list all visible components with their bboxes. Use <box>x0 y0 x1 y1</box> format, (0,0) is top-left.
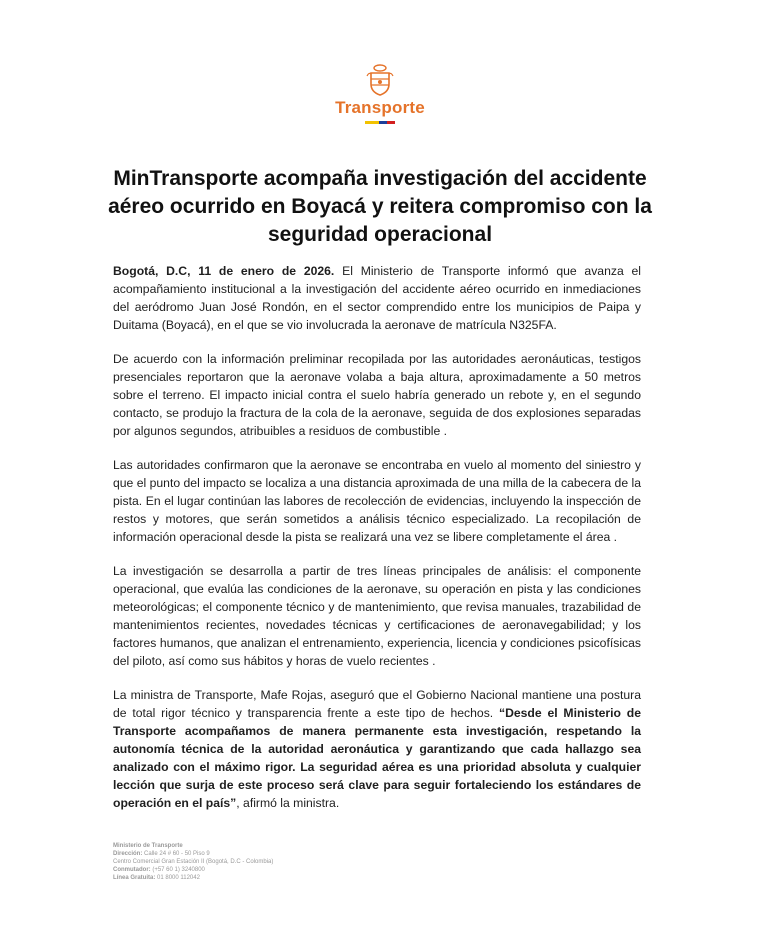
footer-mall: Centro Comercial Gran Estación II (Bogotá, D.C - Colombia) <box>113 859 274 865</box>
paragraph-5: La ministra de Transporte, Mafe Rojas, aseguró que el Gobierno Nacional mantiene una postura de total rigor técnico y transparencia frente a este tipo de hechos. “Desde el Ministerio de Transporte acompañamos de manera permanente esta investigación, respetando la autonomía técnica de la autoridad aeronáutica y garantizando que cada hallazgo sea analizado con el máximo rigor. La seguridad aérea es una prioridad absoluta y cualquier lección que surja de este proceso será clave para seguir fortaleciendo los estándares de operación en el país”, afirmó la ministra. <box>113 688 641 810</box>
contact-footer <box>113 842 273 882</box>
footer-free-line: Línea Gratuita: 01 8000 112042 <box>113 875 200 881</box>
footer-phone: Conmutador: (+57 60 1) 3240800 <box>113 867 205 873</box>
coat-of-arms-icon <box>366 62 394 96</box>
ministry-logo <box>0 62 760 124</box>
paragraph-1: Bogotá, D.C, 11 de enero de 2026. El Ministerio de Transporte informó que avanza el acompañamiento institucional a la investigación del accidente aéreo ocurrido en inmediaciones del aeródromo Juan José Rondón, en el sector comprendido entre los municipios de Paipa y Duitama (Boyacá), en el que se vio involucrada la aeronave de matrícula N325FA. <box>113 264 641 332</box>
press-release-body <box>113 262 641 828</box>
minister-quote: “Desde el Ministerio de Transporte acompañamos de manera permanente esta investigación, respetando la autonomía técnica de la autoridad aeronáutica y garantizando que cada hallazgo sea analizado con el máximo rigor. La seguridad aérea es una prioridad absoluta y cualquier lección que surja de este proceso será clave para seguir fortaleciendo los estándares de operación en el país” <box>113 706 641 810</box>
footer-org: Ministerio de Transporte <box>113 843 183 849</box>
paragraph-2: De acuerdo con la información preliminar recopilada por las autoridades aeronáuticas, testigos presenciales reportaron que la aeronave volaba a baja altura, aproximadamente a 50 metros sobre el terreno. El impacto inicial contra el suelo habría generado un rebote y, en el segundo contacto, se produjo la fractura de la cola de la aeronave, seguida de dos explosiones separadas por algunos segundos, atribuibles a residuos de combustible . <box>113 352 641 438</box>
paragraph-3: Las autoridades confirmaron que la aeronave se encontraba en vuelo al momento del siniestro y que el punto del impacto se localiza a una distancia aproximada de una milla de la cabecera de la pista. En el lugar continúan las labores de recolección de evidencias, incluyendo la inspección de restos y motores, que serán sometidos a análisis técnico especializado. La recopilación de información operacional desde la pista se realizará una vez se libere completamente el área . <box>113 458 641 544</box>
press-release-title: MinTransporte acompaña investigación del accidente aéreo ocurrido en Boyacá y reitera compromiso con la seguridad operacional <box>108 167 652 246</box>
footer-address: Dirección: Calle 24 # 60 - 50 Piso 9 <box>113 851 210 857</box>
brand-name: Transporte <box>335 98 425 117</box>
dateline: Bogotá, D.C, 11 de enero de 2026. <box>113 264 335 278</box>
paragraph-4: La investigación se desarrolla a partir de tres líneas principales de análisis: el componente operacional, que evalúa las condiciones de la aeronave, su operación en pista y las condiciones meteorológicas; el componente técnico y de mantenimiento, que revisa manuales, trazabilidad de mantenimientos recientes, novedades técnicas y certificaciones de aeronavegabilidad; y los factores humanos, que analizan el entrenamiento, experiencia, licencia y condiciones psicofísicas del piloto, así como sus hábitos y horas de vuelo recientes . <box>113 564 641 668</box>
colombia-flag-stripe <box>365 121 395 124</box>
